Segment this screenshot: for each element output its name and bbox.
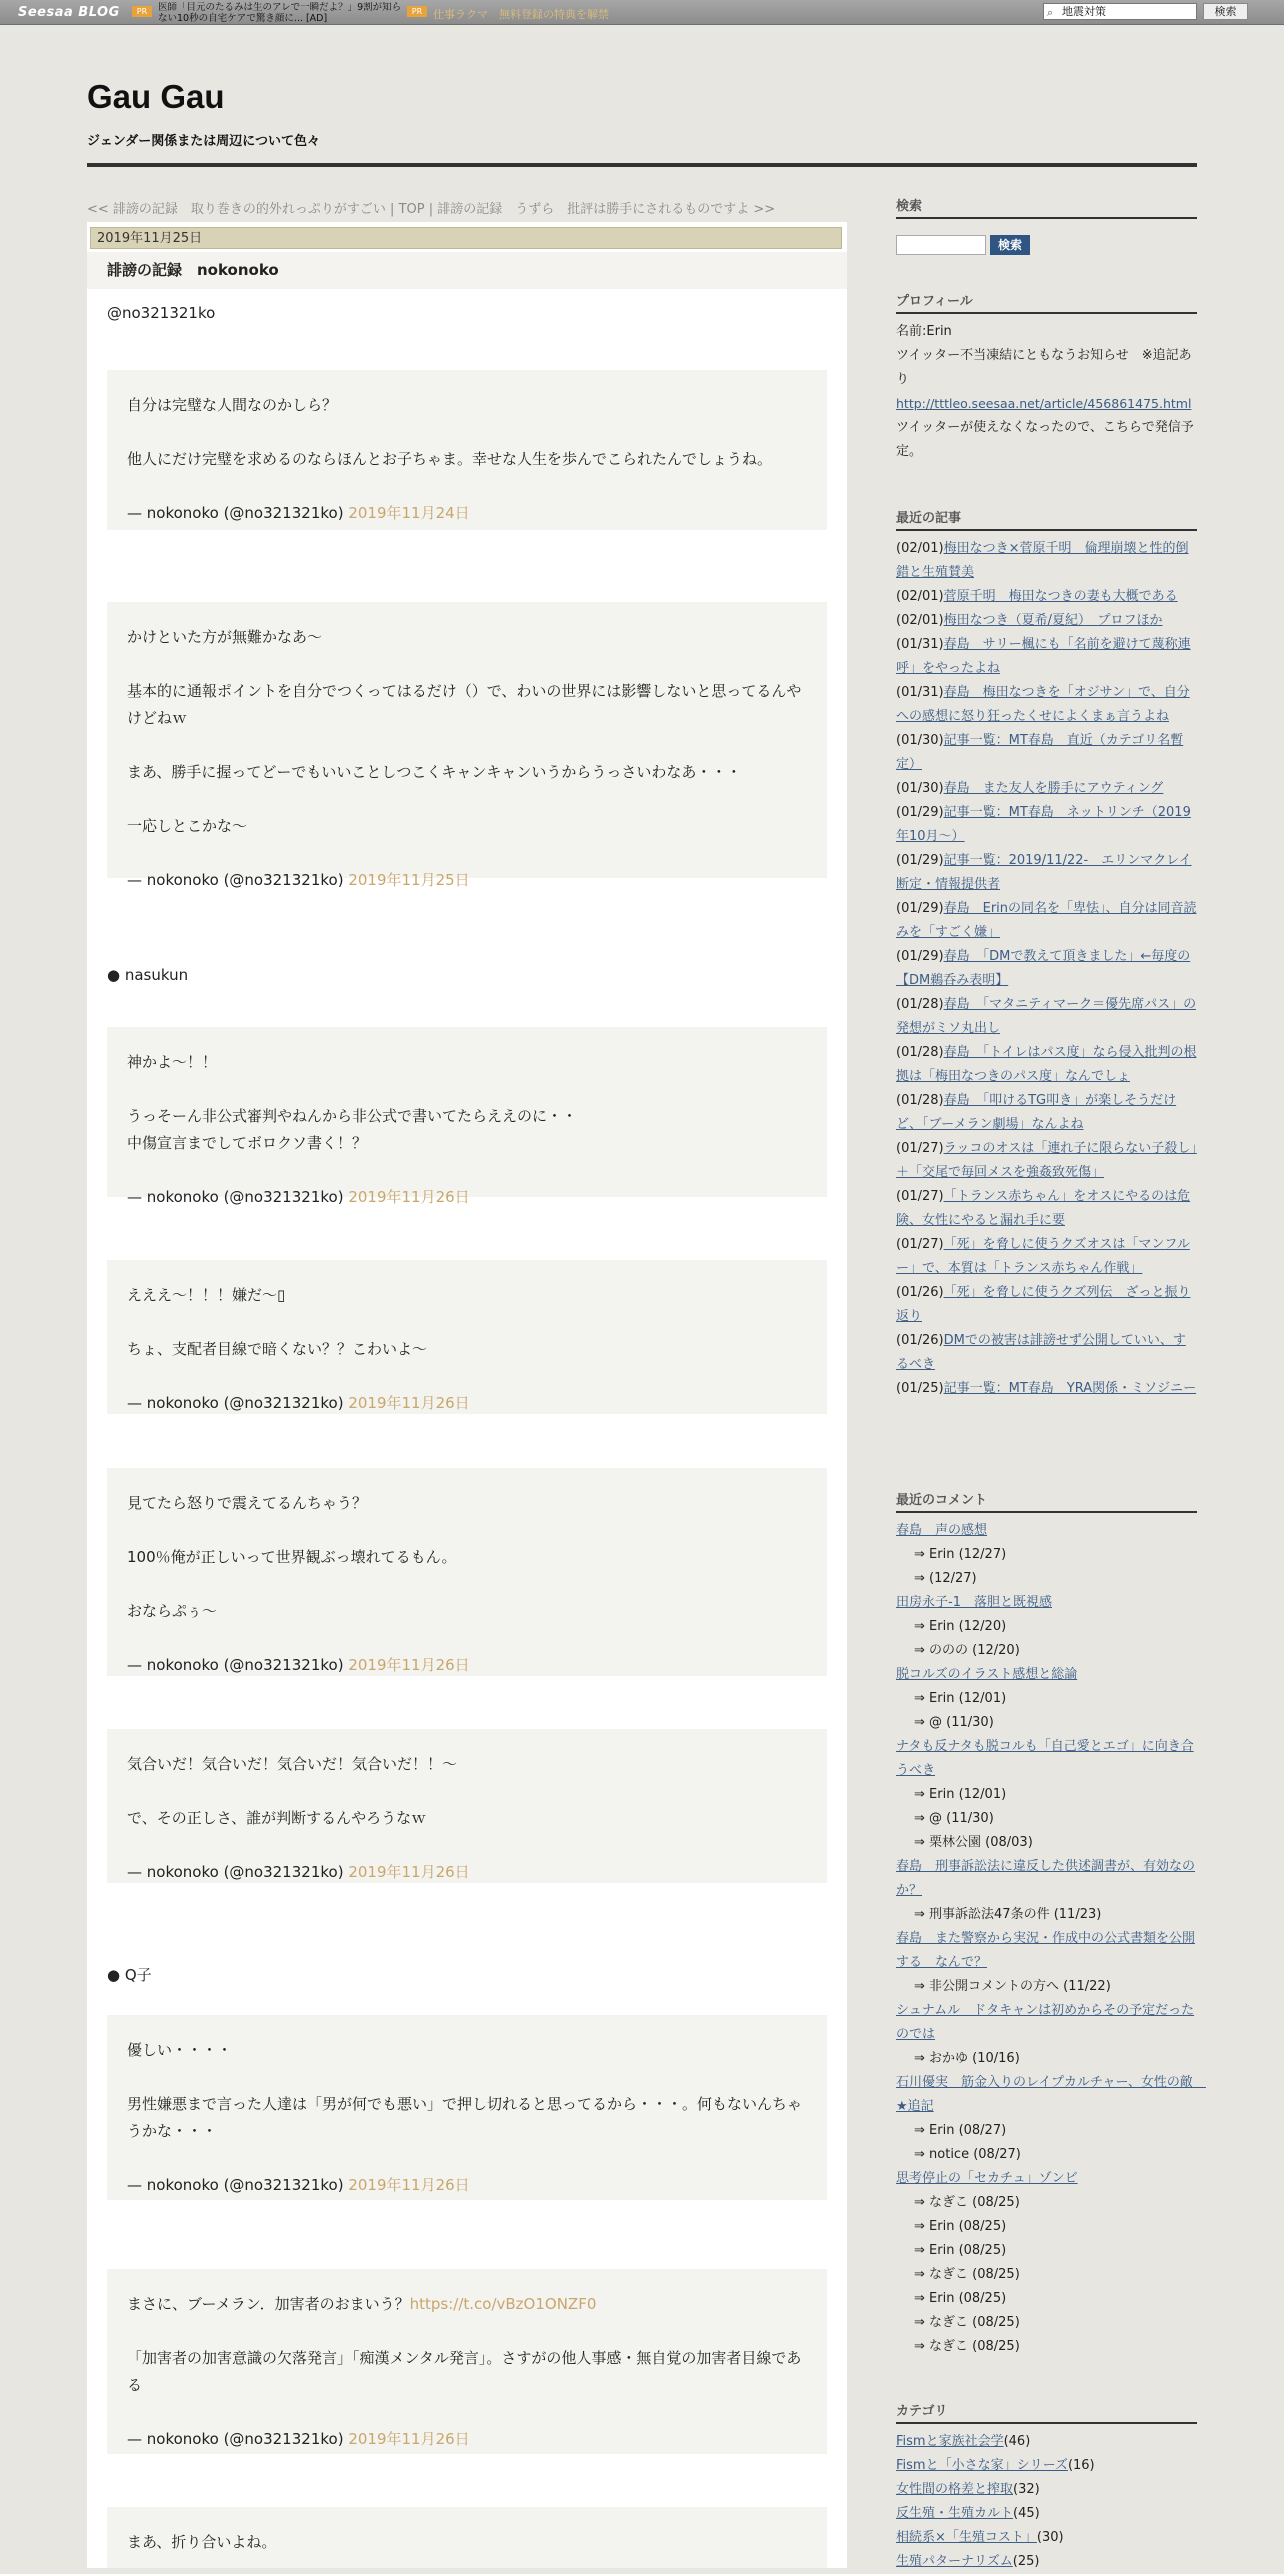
comment-entry[interactable]: ⇒ Erin (12/01) — [914, 1787, 1007, 1802]
tweet-text: 男性嫌悪まで言った人達は「男が何でも悪い」で押し切れると思ってるから・・・。何もないんちゃうかな・・・ — [127, 2095, 803, 2140]
tweet-quote — [107, 2015, 827, 2200]
tweet-text: 気合いだ！気合いだ！気合いだ！気合いだ！！～ — [127, 1755, 458, 1773]
comment-post-item — [896, 1591, 1197, 1615]
recent-posts-list — [896, 537, 1197, 1401]
comment-entry[interactable]: ⇒ 栗林公園 (08/03) — [914, 1835, 1033, 1850]
recent-post-item — [896, 633, 1197, 681]
recent-post-link[interactable]: 記事一覧：MT春島 直近（カテゴリ名暫定） — [896, 733, 1184, 772]
recent-post-item — [896, 993, 1197, 1041]
sidebar-heading: カテゴリ — [896, 2403, 1197, 2424]
comment-post-item — [896, 1927, 1197, 1975]
category-list — [896, 2430, 1197, 2574]
tweet-text: 自分は完璧な人間なのかしら？ — [127, 396, 338, 414]
recent-post-item — [896, 1329, 1197, 1377]
comment-post-link[interactable]: 脱コルズのイラスト感想と総論 — [896, 1667, 1078, 1682]
recent-post-date: (01/29) — [896, 901, 944, 916]
tweet-quote — [107, 2507, 827, 2568]
topbar-search-input[interactable] — [1043, 3, 1197, 20]
recent-post-item — [896, 1377, 1197, 1401]
next-post-link[interactable]: 誹謗の記録 うずら 批評は勝手にされるものですよ >> — [437, 202, 776, 217]
recent-post-link[interactable]: 「トランス赤ちゃん」をオスにやるのは危険、女性にやると漏れ手に要 — [896, 1189, 1191, 1228]
recent-post-date: (01/29) — [896, 853, 944, 868]
nav-separator: | — [385, 202, 399, 217]
tweet-text: 基本的に通報ポイントを自分でつくってはるだけ（）で、わいの世界には影響しないと思ってるんやけどねｗ — [127, 682, 802, 727]
comment-entry[interactable]: ⇒ notice (08/27) — [914, 2147, 1021, 2162]
comment-post-link[interactable]: 春島 また警察から実況・作成中の公式書類を公開する なんで？ — [896, 1931, 1196, 1970]
tweet-quote — [107, 602, 827, 889]
sidebar-heading: 最近のコメント — [896, 1492, 1197, 1513]
tweet-text: おならぷぅ～ — [127, 1602, 218, 1620]
comment-post-item — [896, 1999, 1197, 2047]
comment-entry[interactable]: ⇒ Erin (12/20) — [914, 1619, 1007, 1634]
tweet-text: 神かよ～！！ — [127, 1053, 218, 1071]
tweet-cite: — nokonoko (@no321321ko) — [127, 871, 344, 889]
category-item — [896, 2478, 1197, 2502]
comment-entry[interactable]: ⇒ Erin (08/27) — [914, 2123, 1007, 2138]
tweet-date-link[interactable]: 2019年11月26日 — [348, 1863, 470, 1881]
tweet-text: うっそーん非公式審判やねんから非公式で書いてたらええのに・・ 中傷宣言までしてボロクソ書く！？ — [127, 1107, 578, 1152]
recent-post-item — [896, 777, 1197, 801]
tweet-text: 優しい・・・・ — [127, 2041, 233, 2059]
comment-post-link[interactable]: ナタも反ナタも脱コルも「自己愛とエゴ」に向き合うべき — [896, 1739, 1194, 1778]
comment-post-item — [896, 1735, 1197, 1783]
recent-post-link[interactable]: 「死」を脅しに使うクズ列伝 ざっと振り返り — [896, 1285, 1191, 1324]
comment-entry[interactable]: ⇒ @ (11/30) — [914, 1811, 994, 1826]
tweet-quote — [107, 1027, 827, 1206]
recent-post-date: (01/27) — [896, 1189, 944, 1204]
recent-post-link[interactable]: 梅田なつき×菅原千明 倫理崩壊と性的倒錯と生殖賛美 — [896, 541, 1189, 580]
comment-entry[interactable]: ⇒ Erin (12/01) — [914, 1691, 1007, 1706]
tweet-text: まさに、ブーメラン．加害者のおまいう？ — [127, 2295, 410, 2313]
category-item — [896, 2430, 1197, 2454]
recent-post-item — [896, 1281, 1197, 1329]
recent-comments-list — [896, 1519, 1206, 2359]
tweet-date-link[interactable]: 2019年11月26日 — [348, 2176, 470, 2194]
tweet-date-link[interactable]: 2019年11月24日 — [348, 504, 470, 522]
recent-post-link[interactable]: 菅原千明 梅田なつきの妻も大概である — [943, 589, 1178, 604]
post-author: ● Q子 — [107, 1966, 152, 1984]
category-item — [896, 2454, 1197, 2478]
tweet-cite: — nokonoko (@no321321ko) — [127, 1394, 344, 1412]
sidebar-heading: 最近の記事 — [896, 510, 1197, 531]
profile-text: ツイッター不当凍結にともなうお知らせ ※追記あり — [896, 348, 1192, 387]
recent-post-date: (02/01) — [896, 613, 944, 628]
comment-entry[interactable]: ⇒ 刑事訴訟法47条の件 (11/23) — [914, 1907, 1102, 1922]
sidebar-categories — [896, 2403, 1197, 2574]
tweet-quote — [107, 1729, 827, 1883]
tweet-cite: — nokonoko (@no321321ko) — [127, 2176, 344, 2194]
tweet-text: かけといた方が無難かなあ～ — [127, 628, 323, 646]
comment-entry[interactable]: ⇒ @ (11/30) — [914, 1715, 994, 1730]
comment-entry[interactable]: ⇒ なぎこ (08/25) — [914, 2339, 1020, 2354]
post-author: ● nasukun — [107, 966, 189, 984]
tweet-quote — [107, 370, 827, 530]
recent-post-date: (01/31) — [896, 637, 944, 652]
tweet-quote — [107, 1468, 827, 1676]
seesaa-logo[interactable]: Seesaa BLOG — [18, 5, 120, 20]
recent-post-link[interactable]: ラッコのオスは「連れ子に限らない子殺し」＋「交尾で毎回メスを強姦致死傷」 — [896, 1141, 1197, 1180]
recent-post-date: (01/28) — [896, 1093, 944, 1108]
sidebar-heading: プロフィール — [896, 293, 1197, 314]
tweet-text: 見てたら怒りで震えてるんちゃう？ — [127, 1494, 368, 1512]
category-item — [896, 2502, 1197, 2526]
comment-post-item — [896, 1519, 1197, 1543]
profile-text: ツイッターが使えなくなったので、こちらで発信予定。 — [896, 420, 1194, 459]
recent-post-item — [896, 1233, 1197, 1281]
recent-post-item — [896, 585, 1197, 609]
tweet-text: 一応しとこかな～ — [127, 817, 248, 835]
comment-post-item — [896, 2071, 1206, 2119]
sidebar-heading: 検索 — [896, 198, 1197, 219]
recent-post-date: (02/01) — [896, 589, 944, 604]
category-item — [896, 2526, 1197, 2550]
comment-post-link[interactable]: 石川優実 筋金入りのレイプカルチャー、女性の敵 ★追記 — [896, 2075, 1206, 2114]
recent-post-date: (01/26) — [896, 1285, 944, 1300]
recent-post-date: (01/27) — [896, 1141, 944, 1156]
recent-post-item — [896, 1041, 1197, 1089]
tweet-quote — [107, 2269, 827, 2454]
recent-post-date: (01/31) — [896, 685, 944, 700]
nav-separator: | — [424, 202, 438, 217]
recent-post-link[interactable]: 春島 「叩けるTG叩き」が楽しそうだけど、「ブーメラン劇場」なんよね — [896, 1093, 1177, 1132]
recent-post-item — [896, 801, 1197, 849]
ad-badge: PR — [407, 6, 427, 17]
recent-post-date: (01/25) — [896, 1381, 944, 1396]
comment-post-link[interactable]: シュナムル ドタキャンは初めからその予定だったのでは — [896, 2003, 1195, 2042]
recent-post-item — [896, 681, 1197, 729]
tweet-text: まあ、勝手に握ってどーでもいいことしつこくキャンキャンいうからうっさいわなあ・・・ — [127, 763, 742, 781]
comment-entry[interactable]: ⇒ おかゆ (10/16) — [914, 2051, 1020, 2066]
search-value: 地震対策 — [1062, 5, 1106, 18]
post-navigation — [87, 198, 775, 217]
comment-entry[interactable]: ⇒ Erin (08/25) — [914, 2243, 1007, 2258]
recent-post-link[interactable]: 梅田なつき（夏希/夏紀） プロフほか — [943, 613, 1163, 628]
tweet-text: 他人にだけ完璧を求めるのならほんとお子ちゃま。幸せな人生を歩んでこられたんでしょうね。 — [127, 450, 773, 468]
recent-post-link[interactable]: 春島 梅田なつきを「オジサン」で、自分への感想に怒り狂ったくせによくまぁ言うよね — [896, 685, 1190, 724]
tweet-cite: — nokonoko (@no321321ko) — [127, 504, 344, 522]
recent-post-link[interactable]: 記事一覧：MT春島 YRA関係・ミソジニー — [943, 1381, 1197, 1396]
recent-post-link[interactable]: 春島 「マタニティマーク＝優先席パス」の発想がミソ丸出し — [896, 997, 1197, 1036]
recent-post-link[interactable]: 記事一覧：2019/11/22- エリンマクレイ断定・情報提供者 — [896, 853, 1192, 892]
recent-post-item — [896, 849, 1197, 897]
tweet-date-link[interactable]: 2019年11月26日 — [348, 2430, 470, 2448]
tweet-text: まあ、折り合いよね。 — [127, 2533, 277, 2551]
comment-entry[interactable]: ⇒ なぎこ (08/25) — [914, 2315, 1020, 2330]
recent-post-date: (01/28) — [896, 997, 944, 1012]
category-link[interactable]: 女性間の格差と搾取 — [896, 2482, 1014, 2497]
recent-post-link[interactable]: DMでの被害は誹謗せず公開していい、するべき — [896, 1333, 1186, 1372]
comment-entry[interactable]: ⇒ なぎこ (08/25) — [914, 2195, 1020, 2210]
comment-post-link[interactable]: 思考停止の「セカチュ」ゾンビ — [896, 2171, 1078, 2186]
recent-post-date: (01/29) — [896, 949, 944, 964]
category-link[interactable]: 反生殖・生殖カルト — [896, 2506, 1014, 2521]
recent-post-date: (01/26) — [896, 1333, 944, 1348]
category-link[interactable]: 相続系×「生殖コスト」 — [896, 2530, 1037, 2545]
tweet-date-link[interactable]: 2019年11月26日 — [348, 1188, 470, 1206]
sidebar-search-button[interactable]: 検索 — [990, 235, 1030, 255]
comment-entry[interactable]: ⇒ Erin (12/27) — [914, 1547, 1007, 1562]
recent-post-item — [896, 1089, 1197, 1137]
tweet-quote — [107, 1260, 827, 1414]
recent-post-link[interactable]: 記事一覧：MT春島 ネットリンチ（2019年10月～） — [896, 805, 1191, 844]
header-divider — [87, 163, 1197, 167]
top-link[interactable]: TOP — [398, 202, 425, 217]
comment-entry[interactable]: ⇒ 非公開コメントの方へ (11/22) — [914, 1979, 1111, 1994]
comment-entry[interactable]: ⇒ Erin (08/25) — [914, 2291, 1007, 2306]
category-count: (46) — [1003, 2434, 1031, 2449]
search-icon: ⌕ — [1047, 6, 1054, 19]
comment-entry[interactable]: ⇒ Erin (08/25) — [914, 2219, 1007, 2234]
recent-post-link[interactable]: 春島 Erinの同名を「卑怯」、自分は同音読みを「すごく嫌」 — [896, 901, 1197, 940]
site-title[interactable]: Gau Gau — [87, 78, 225, 115]
prev-post-link[interactable]: << 誹謗の記録 取り巻きの的外れっぷりがすごい — [87, 202, 386, 217]
ad-link[interactable]: 医師「目元のたるみは生のアレで一瞬だよ？」9割が知らない10秒の自宅ケアで驚き顔に... [AD] — [158, 2, 402, 24]
ad-link[interactable]: 仕事ラクマ 無料登録の特典を解禁 — [433, 8, 609, 21]
recent-post-date: (01/29) — [896, 805, 944, 820]
tweet-text: 「加害者の加害意識の欠落発言」「痴漢メンタル発言」。さすがの他人事感・無自覚の加害者目線である — [127, 2349, 802, 2394]
recent-post-item — [896, 1137, 1197, 1185]
post-container — [87, 222, 847, 2568]
comment-post-item — [896, 2167, 1197, 2191]
recent-post-item — [896, 537, 1197, 585]
recent-post-item — [896, 945, 1197, 993]
tweet-tco-link[interactable]: https://t.co/vBzO1ONZF0 — [409, 2295, 597, 2313]
category-count: (32) — [1013, 2482, 1040, 2497]
tweet-cite: — nokonoko (@no321321ko) — [127, 1656, 344, 1674]
tweet-cite: — nokonoko (@no321321ko) — [127, 1188, 344, 1206]
comment-post-link[interactable]: 春島 声の感想 — [896, 1523, 988, 1538]
tweet-text: 100％俺が正しいって世界観ぶっ壊れてるもん。 — [127, 1548, 457, 1566]
category-item — [896, 2550, 1197, 2574]
category-count: (45) — [1013, 2506, 1040, 2521]
comment-entry[interactable]: ⇒ ののの (12/20) — [914, 1643, 1020, 1658]
tweet-text: で、その正しさ、誰が判断するんやろうなｗ — [127, 1809, 427, 1827]
comment-entry[interactable]: ⇒ (12/27) — [914, 1571, 977, 1586]
recent-post-date: (01/30) — [896, 781, 944, 796]
comment-post-link[interactable]: 春島 刑事訴訟法に違反した供述調書が、有効なのか？ — [896, 1859, 1196, 1898]
sidebar-recent-comments — [896, 1492, 1206, 2359]
profile-link[interactable]: http://tttleo.seesaa.net/article/456861475.html — [896, 396, 1192, 411]
category-count: (25) — [1012, 2554, 1040, 2569]
recent-post-link[interactable]: 春島 「DMで教えて頂きました」←毎度の【DM鵜呑み表明】 — [896, 949, 1191, 988]
recent-post-item — [896, 897, 1197, 945]
sidebar-profile — [896, 293, 1197, 464]
recent-post-item — [896, 1185, 1197, 1233]
tweet-date-link[interactable]: 2019年11月26日 — [348, 1394, 470, 1412]
post-date: 2019年11月25日 — [90, 227, 842, 249]
sidebar-search — [896, 198, 1197, 252]
top-bar — [0, 0, 1284, 25]
recent-post-link[interactable]: 「死」を脅しに使うクズオスは「マンフルー」で、本質は「トランス赤ちゃん作戦」 — [896, 1237, 1190, 1276]
sidebar-recent-posts — [896, 510, 1197, 1401]
tweet-cite: — nokonoko (@no321321ko) — [127, 1863, 344, 1881]
category-link[interactable]: 生殖パターナリズム — [896, 2554, 1013, 2569]
tweet-text: えええ～！！！嫌だ～▯ — [127, 1286, 286, 1304]
sidebar-search-input[interactable] — [896, 235, 986, 255]
profile-name: 名前:Erin — [896, 324, 952, 339]
post-title[interactable]: 誹謗の記録 nokonoko — [87, 252, 847, 289]
recent-post-item — [896, 729, 1197, 777]
post-author: @no321321ko — [107, 304, 216, 322]
comment-entry[interactable]: ⇒ なぎこ (08/25) — [914, 2267, 1020, 2282]
category-link[interactable]: Fismと家族社会学 — [896, 2434, 1004, 2449]
tweet-date-link[interactable]: 2019年11月25日 — [348, 871, 470, 889]
recent-post-date: (01/28) — [896, 1045, 944, 1060]
comment-post-link[interactable]: 田房永子-1 落胆と既視感 — [896, 1595, 1052, 1610]
recent-post-link[interactable]: 春島 サリー楓にも「名前を避けて蔑称連呼」をやったよね — [896, 637, 1191, 676]
recent-post-link[interactable]: 春島 また友人を勝手にアウティング — [943, 781, 1164, 796]
tweet-cite: — nokonoko (@no321321ko) — [127, 2430, 344, 2448]
ad-badge: PR — [132, 6, 152, 17]
comment-post-item — [896, 1663, 1197, 1687]
category-link[interactable]: Fismと「小さな家」シリーズ — [896, 2458, 1068, 2473]
recent-post-date: (01/27) — [896, 1237, 944, 1252]
category-count: (30) — [1036, 2530, 1064, 2545]
recent-post-item — [896, 609, 1197, 633]
topbar-search-button[interactable]: 検索 — [1203, 3, 1248, 20]
site-description: ジェンダー関係または周辺について色々 — [87, 134, 320, 149]
recent-post-date: (01/30) — [896, 733, 944, 748]
recent-post-link[interactable]: 春島 「トイレはパス度」なら侵入批判の根拠は「梅田なつきのパス度」なんでしょ — [896, 1045, 1197, 1084]
recent-post-date: (02/01) — [896, 541, 944, 556]
category-count: (16) — [1067, 2458, 1095, 2473]
tweet-date-link[interactable]: 2019年11月26日 — [348, 1656, 470, 1674]
tweet-text: ちょ、支配者目線で暗くない？？こわいよ～ — [127, 1340, 428, 1358]
comment-post-item — [896, 1855, 1197, 1903]
